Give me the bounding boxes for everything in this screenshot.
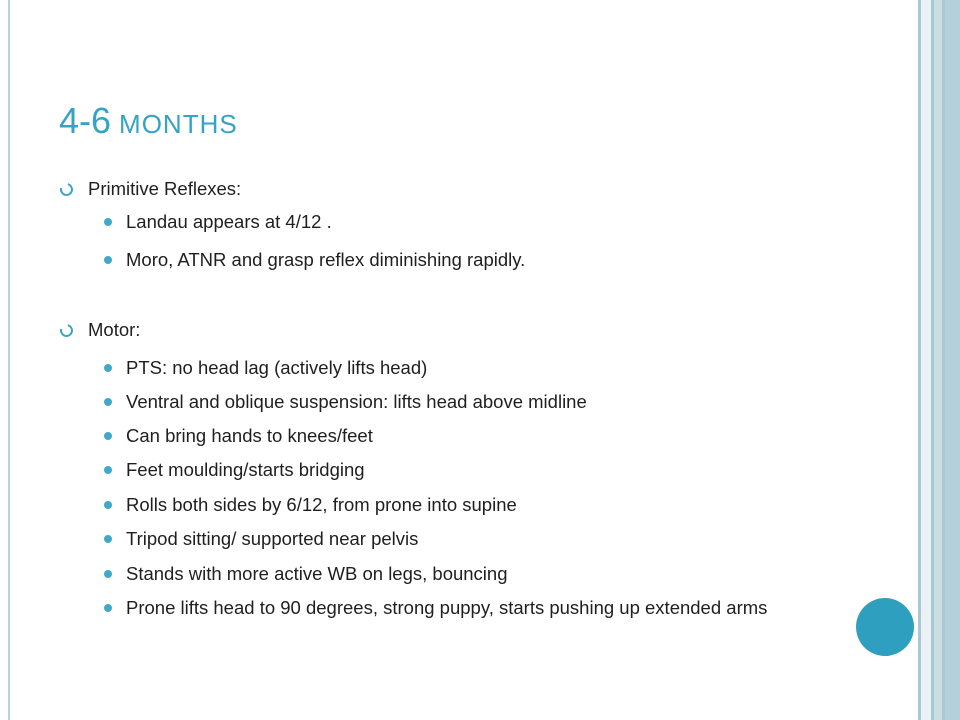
dot-bullet-icon bbox=[104, 604, 112, 612]
slide-title bbox=[59, 100, 238, 142]
list-item: Prone lifts head to 90 degrees, strong puppy, starts pushing up extended arms bbox=[126, 597, 768, 618]
right-band-fill bbox=[921, 0, 931, 720]
list-item: Can bring hands to knees/feet bbox=[126, 425, 373, 446]
list-item: PTS: no head lag (actively lifts head) bbox=[126, 357, 428, 378]
title-number: 4-6 bbox=[59, 100, 112, 141]
list-item: Moro, ATNR and grasp reflex diminishing rapidly. bbox=[126, 249, 526, 270]
list-item: Ventral and oblique suspension: lifts head above midline bbox=[126, 391, 587, 412]
dot-bullet-icon bbox=[104, 501, 112, 509]
section-heading-reflexes: Primitive Reflexes: bbox=[88, 178, 242, 199]
title-word: MONTHS bbox=[119, 109, 238, 139]
list-item: Stands with more active WB on legs, bouncing bbox=[126, 563, 508, 584]
list-item: Rolls both sides by 6/12, from prone into supine bbox=[126, 494, 517, 515]
dot-bullet-icon bbox=[104, 218, 112, 226]
dot-bullet-icon bbox=[104, 398, 112, 406]
section-bullet-icon bbox=[58, 181, 76, 199]
list-item: Landau appears at 4/12 . bbox=[126, 211, 332, 232]
section-heading-motor: Motor: bbox=[88, 319, 141, 340]
dot-bullet-icon bbox=[104, 256, 112, 264]
dot-bullet-icon bbox=[104, 432, 112, 440]
dot-bullet-icon bbox=[104, 570, 112, 578]
list-item: Feet moulding/starts bridging bbox=[126, 459, 365, 480]
right-band-fill bbox=[945, 0, 960, 720]
dot-bullet-icon bbox=[104, 364, 112, 372]
right-band-fill bbox=[934, 0, 942, 720]
section-bullet-icon bbox=[58, 322, 76, 340]
list-item: Tripod sitting/ supported near pelvis bbox=[126, 528, 419, 549]
dot-bullet-icon bbox=[104, 535, 112, 543]
decorative-circle bbox=[856, 598, 914, 656]
left-frame-line bbox=[8, 0, 10, 720]
dot-bullet-icon bbox=[104, 466, 112, 474]
